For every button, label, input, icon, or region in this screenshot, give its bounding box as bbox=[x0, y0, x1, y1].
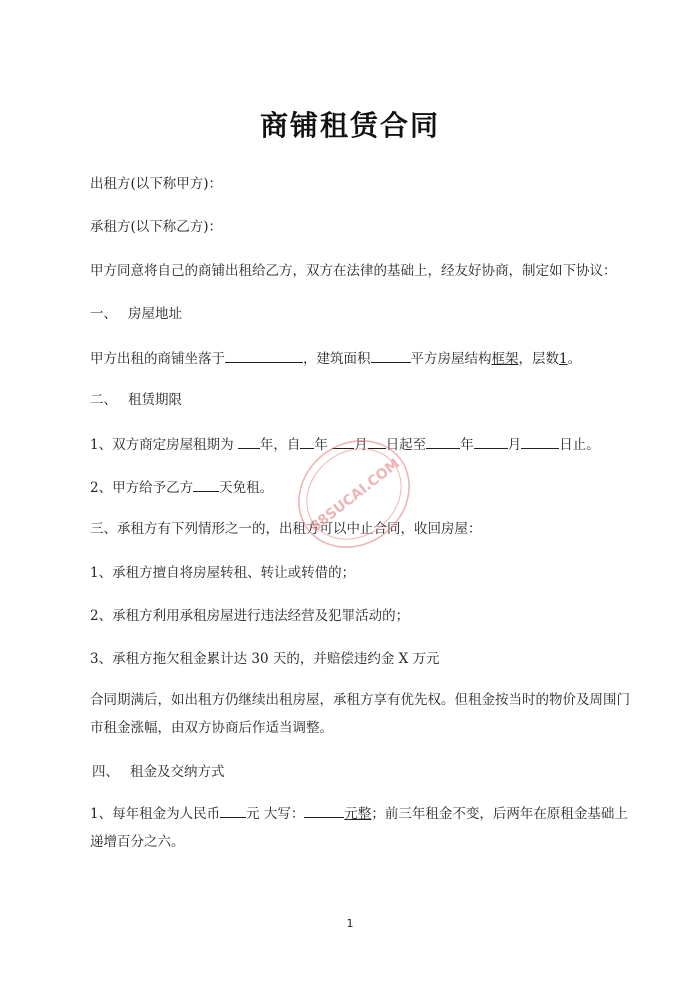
section2-heading bbox=[90, 390, 182, 410]
rent-free-paragraph bbox=[90, 476, 273, 498]
section2-title: 租赁期限 bbox=[128, 392, 182, 408]
start-month-blank bbox=[332, 433, 354, 449]
section3-heading: 三、承租方有下列情形之一的，出租方可以中止合同，收回房屋： bbox=[90, 521, 482, 537]
rent-paragraph bbox=[90, 800, 635, 856]
rent-amount-blank bbox=[220, 802, 246, 818]
period-mark: 。 bbox=[567, 351, 582, 367]
start-day-label: 日起至 bbox=[385, 437, 427, 453]
intro-paragraph: 甲方同意将自己的商铺出租给乙方，双方在法律的基础上，经友好协商，制定如下协议： bbox=[90, 263, 617, 279]
lease-term-paragraph bbox=[90, 433, 600, 455]
start-year-blank bbox=[300, 433, 314, 449]
section4-title: 租金及交纳方式 bbox=[130, 764, 225, 780]
termination-item-2: 2、承租方利用承租房屋进行违法经营及犯罪活动的； bbox=[90, 608, 410, 624]
rent-free-label: 2、甲方给予乙方 bbox=[90, 480, 194, 496]
end-year-blank bbox=[426, 433, 460, 449]
area-blank bbox=[371, 347, 411, 363]
structure-label: 平方房屋结构 bbox=[410, 351, 492, 367]
contract-title: 商铺租赁合同 bbox=[259, 109, 440, 142]
section1-paragraph bbox=[90, 347, 581, 369]
section1-title: 房屋地址 bbox=[128, 306, 182, 322]
start-month-label: 月 bbox=[354, 437, 368, 453]
rent-amount-label: 1、每年租金为人民币 bbox=[90, 806, 221, 822]
end-month-label: 月 bbox=[507, 437, 522, 453]
term-years-blank bbox=[238, 433, 260, 449]
termination-item-3: 3、承租方拖欠租金累计达 30 天的，并赔偿违约金 X 万元 bbox=[90, 651, 440, 667]
rent-increase-text: ；前三年租金不变，后两年在原租金基础上递增百分之六。 bbox=[90, 806, 628, 850]
rent-free-days-blank bbox=[193, 476, 219, 492]
rent-words-blank bbox=[304, 802, 344, 818]
section1-number: 一、 bbox=[90, 306, 117, 322]
structure-value: 框架 bbox=[491, 351, 519, 367]
renewal-paragraph: 合同期满后，如出租方仍继续出租房屋，承租方享有优先权。但租金按当时的物价及周围门市租金涨幅，由双方协商后作适当调整。 bbox=[90, 692, 630, 736]
floors-value: 1 bbox=[559, 351, 568, 367]
location-blank bbox=[225, 347, 303, 363]
lessor-line: 出租方(以下称甲方)： bbox=[90, 176, 223, 192]
end-month-blank bbox=[474, 433, 508, 449]
lessee-line: 承租方(以下称乙方)： bbox=[90, 219, 223, 235]
end-year-label: 年 bbox=[460, 437, 474, 453]
location-label: 甲方出租的商铺坐落于 bbox=[90, 351, 225, 367]
section2-number: 二、 bbox=[90, 392, 117, 408]
section4-heading bbox=[92, 762, 225, 782]
rent-words-unit: 元整 bbox=[344, 806, 372, 822]
rent-words-label: 元 大写： bbox=[246, 806, 305, 822]
start-year-label: 年 bbox=[314, 437, 328, 453]
end-day-label: 日止。 bbox=[559, 437, 600, 453]
term-label: 1、双方商定房屋租期为 bbox=[90, 437, 234, 453]
end-day-blank bbox=[521, 433, 559, 449]
page-number: 1 bbox=[346, 917, 354, 930]
start-day-blank bbox=[368, 433, 386, 449]
rent-free-days-label: 天免租。 bbox=[219, 480, 274, 496]
area-label: ，建筑面积 bbox=[303, 351, 371, 367]
term-from-label: 年，自 bbox=[259, 437, 301, 453]
floors-label: ，层数 bbox=[518, 351, 559, 367]
section4-number: 四、 bbox=[92, 764, 119, 780]
watermark-text: 88SUCAI.COM bbox=[307, 455, 403, 536]
section1-heading bbox=[90, 304, 182, 324]
termination-item-1: 1、承租方擅自将房屋转租、转让或转借的； bbox=[90, 565, 356, 581]
